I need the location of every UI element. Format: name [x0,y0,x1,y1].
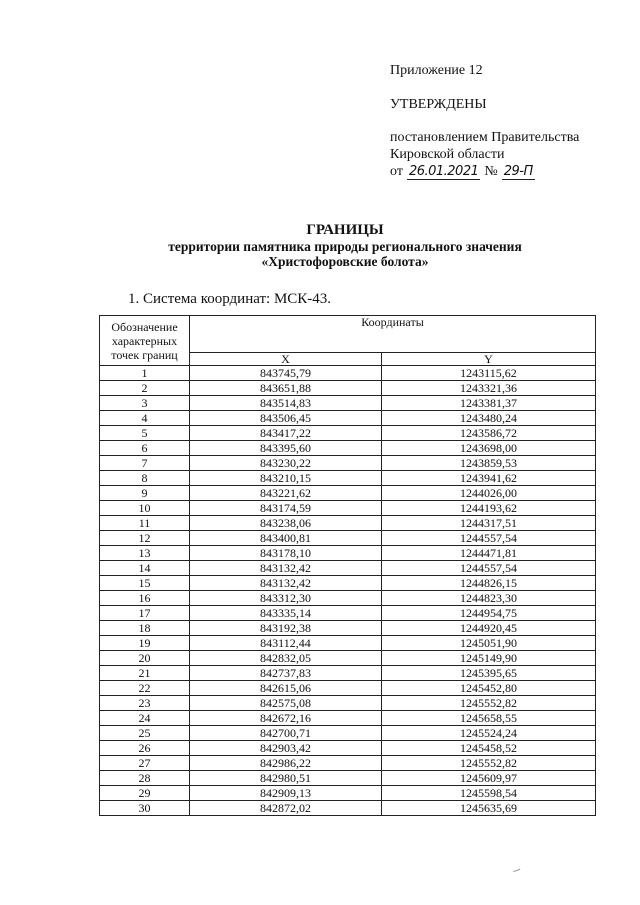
y-value: 1243115,62 [381,366,595,381]
x-value: 842980,51 [190,771,382,786]
x-value: 843400,81 [190,531,382,546]
y-value: 1244026,00 [381,486,595,501]
table-row [100,396,596,411]
y-value: 1244920,45 [381,621,595,636]
y-value: 1245524,24 [381,726,595,741]
y-value: 1245658,55 [381,711,595,726]
x-value: 843745,79 [190,366,382,381]
point-number: 7 [100,456,190,471]
y-value: 1245395,65 [381,666,595,681]
y-value: 1243321,36 [381,381,595,396]
date-prefix: от [390,164,403,179]
x-value: 842832,05 [190,651,382,666]
point-number: 16 [100,591,190,606]
point-number: 4 [100,411,190,426]
decree-date-line [390,163,630,180]
point-number: 25 [100,726,190,741]
approval-header [390,62,630,180]
x-value: 843210,15 [190,471,382,486]
point-number: 18 [100,621,190,636]
point-number: 26 [100,741,190,756]
table-row [100,591,596,606]
point-number: 6 [100,441,190,456]
table-row [100,756,596,771]
y-value: 1244557,54 [381,531,595,546]
table-row [100,681,596,696]
decree-line-1: постановлением Правительства [390,130,580,145]
x-value: 842737,83 [190,666,382,681]
x-value: 843174,59 [190,501,382,516]
table-row [100,366,596,381]
x-value: 843178,10 [190,546,382,561]
point-number: 22 [100,681,190,696]
number-sign: № [484,164,498,179]
point-number: 29 [100,786,190,801]
point-number: 21 [100,666,190,681]
y-value: 1245598,54 [381,786,595,801]
point-number: 27 [100,756,190,771]
x-value: 843395,60 [190,441,382,456]
x-value: 842872,02 [190,801,382,816]
x-value: 843132,42 [190,576,382,591]
table-row [100,456,596,471]
document-title [0,222,640,269]
y-value: 1245051,90 [381,636,595,651]
title-line-3: «Христофоровские болота» [261,254,429,269]
table-row [100,531,596,546]
point-number: 12 [100,531,190,546]
x-value: 843238,06 [190,516,382,531]
scan-mark [513,867,521,872]
y-value: 1244557,54 [381,561,595,576]
x-value: 843417,22 [190,426,382,441]
table-row [100,621,596,636]
x-value: 842700,71 [190,726,382,741]
y-value: 1244317,51 [381,516,595,531]
appendix-label: Приложение 12 [390,63,483,78]
point-number: 5 [100,426,190,441]
table-row [100,666,596,681]
point-number: 8 [100,471,190,486]
x-value: 843312,30 [190,591,382,606]
y-value: 1245149,90 [381,651,595,666]
y-value: 1243381,37 [381,396,595,411]
y-value: 1244826,15 [381,576,595,591]
table-row [100,486,596,501]
y-value: 1245452,80 [381,681,595,696]
x-value: 842909,13 [190,786,382,801]
table-row [100,561,596,576]
point-number: 15 [100,576,190,591]
y-value: 1243859,53 [381,456,595,471]
x-value: 843335,14 [190,606,382,621]
point-number: 3 [100,396,190,411]
table-row [100,546,596,561]
handwritten-number: 29-П [503,164,533,179]
table-row [100,771,596,786]
table-row [100,471,596,486]
approved-label: УТВЕРЖДЕНЫ [390,97,487,112]
x-value: 843192,38 [190,621,382,636]
y-value: 1243941,62 [381,471,595,486]
table-row [100,576,596,591]
table-row [100,711,596,726]
y-value: 1244954,75 [381,606,595,621]
x-value: 842903,42 [190,741,382,756]
point-number: 14 [100,561,190,576]
title-line-1: ГРАНИЦЫ [306,222,384,238]
coordinates-table-body [100,366,596,816]
point-number: 20 [100,651,190,666]
y-value: 1243480,24 [381,411,595,426]
table-row [100,801,596,816]
x-value: 843132,42 [190,561,382,576]
table-row [100,501,596,516]
y-value: 1245458,52 [381,741,595,756]
x-value: 843506,45 [190,411,382,426]
handwritten-date: 26.01.2021 [408,164,479,179]
point-number: 19 [100,636,190,651]
point-column-header: Обозначение характерных точек границ [100,316,190,366]
table-row [100,786,596,801]
table-row [100,411,596,426]
y-value: 1244471,81 [381,546,595,561]
x-value: 842672,16 [190,711,382,726]
x-value: 843221,62 [190,486,382,501]
coordinates-column-header: Координаты [190,316,596,353]
point-number: 13 [100,546,190,561]
x-value: 842575,08 [190,696,382,711]
x-value: 843651,88 [190,381,382,396]
y-value: 1245635,69 [381,801,595,816]
y-value: 1245552,82 [381,756,595,771]
coordinate-system-label: 1. Система координат: МСК-43. [128,291,332,307]
point-number: 30 [100,801,190,816]
x-value: 843514,83 [190,396,382,411]
point-number: 1 [100,366,190,381]
point-number: 28 [100,771,190,786]
table-row [100,441,596,456]
table-row [100,636,596,651]
coordinates-table [99,315,596,816]
table-row [100,651,596,666]
table-row [100,606,596,621]
y-column-header: Y [381,353,595,366]
point-number: 9 [100,486,190,501]
point-number: 11 [100,516,190,531]
point-number: 24 [100,711,190,726]
table-row [100,696,596,711]
y-value: 1244193,62 [381,501,595,516]
y-value: 1245552,82 [381,696,595,711]
table-row [100,741,596,756]
x-value: 843230,22 [190,456,382,471]
point-number: 23 [100,696,190,711]
y-value: 1244823,30 [381,591,595,606]
y-value: 1243586,72 [381,426,595,441]
y-value: 1245609,97 [381,771,595,786]
x-value: 843112,44 [190,636,382,651]
x-value: 842615,06 [190,681,382,696]
x-value: 842986,22 [190,756,382,771]
point-number: 17 [100,606,190,621]
table-row [100,426,596,441]
table-row [100,516,596,531]
y-value: 1243698,00 [381,441,595,456]
table-row [100,381,596,396]
point-number: 2 [100,381,190,396]
point-number: 10 [100,501,190,516]
table-row [100,726,596,741]
x-column-header: X [190,353,382,366]
decree-line-2: Кировской области [390,147,505,162]
title-line-2: территории памятника природы регионального значения [168,239,522,254]
